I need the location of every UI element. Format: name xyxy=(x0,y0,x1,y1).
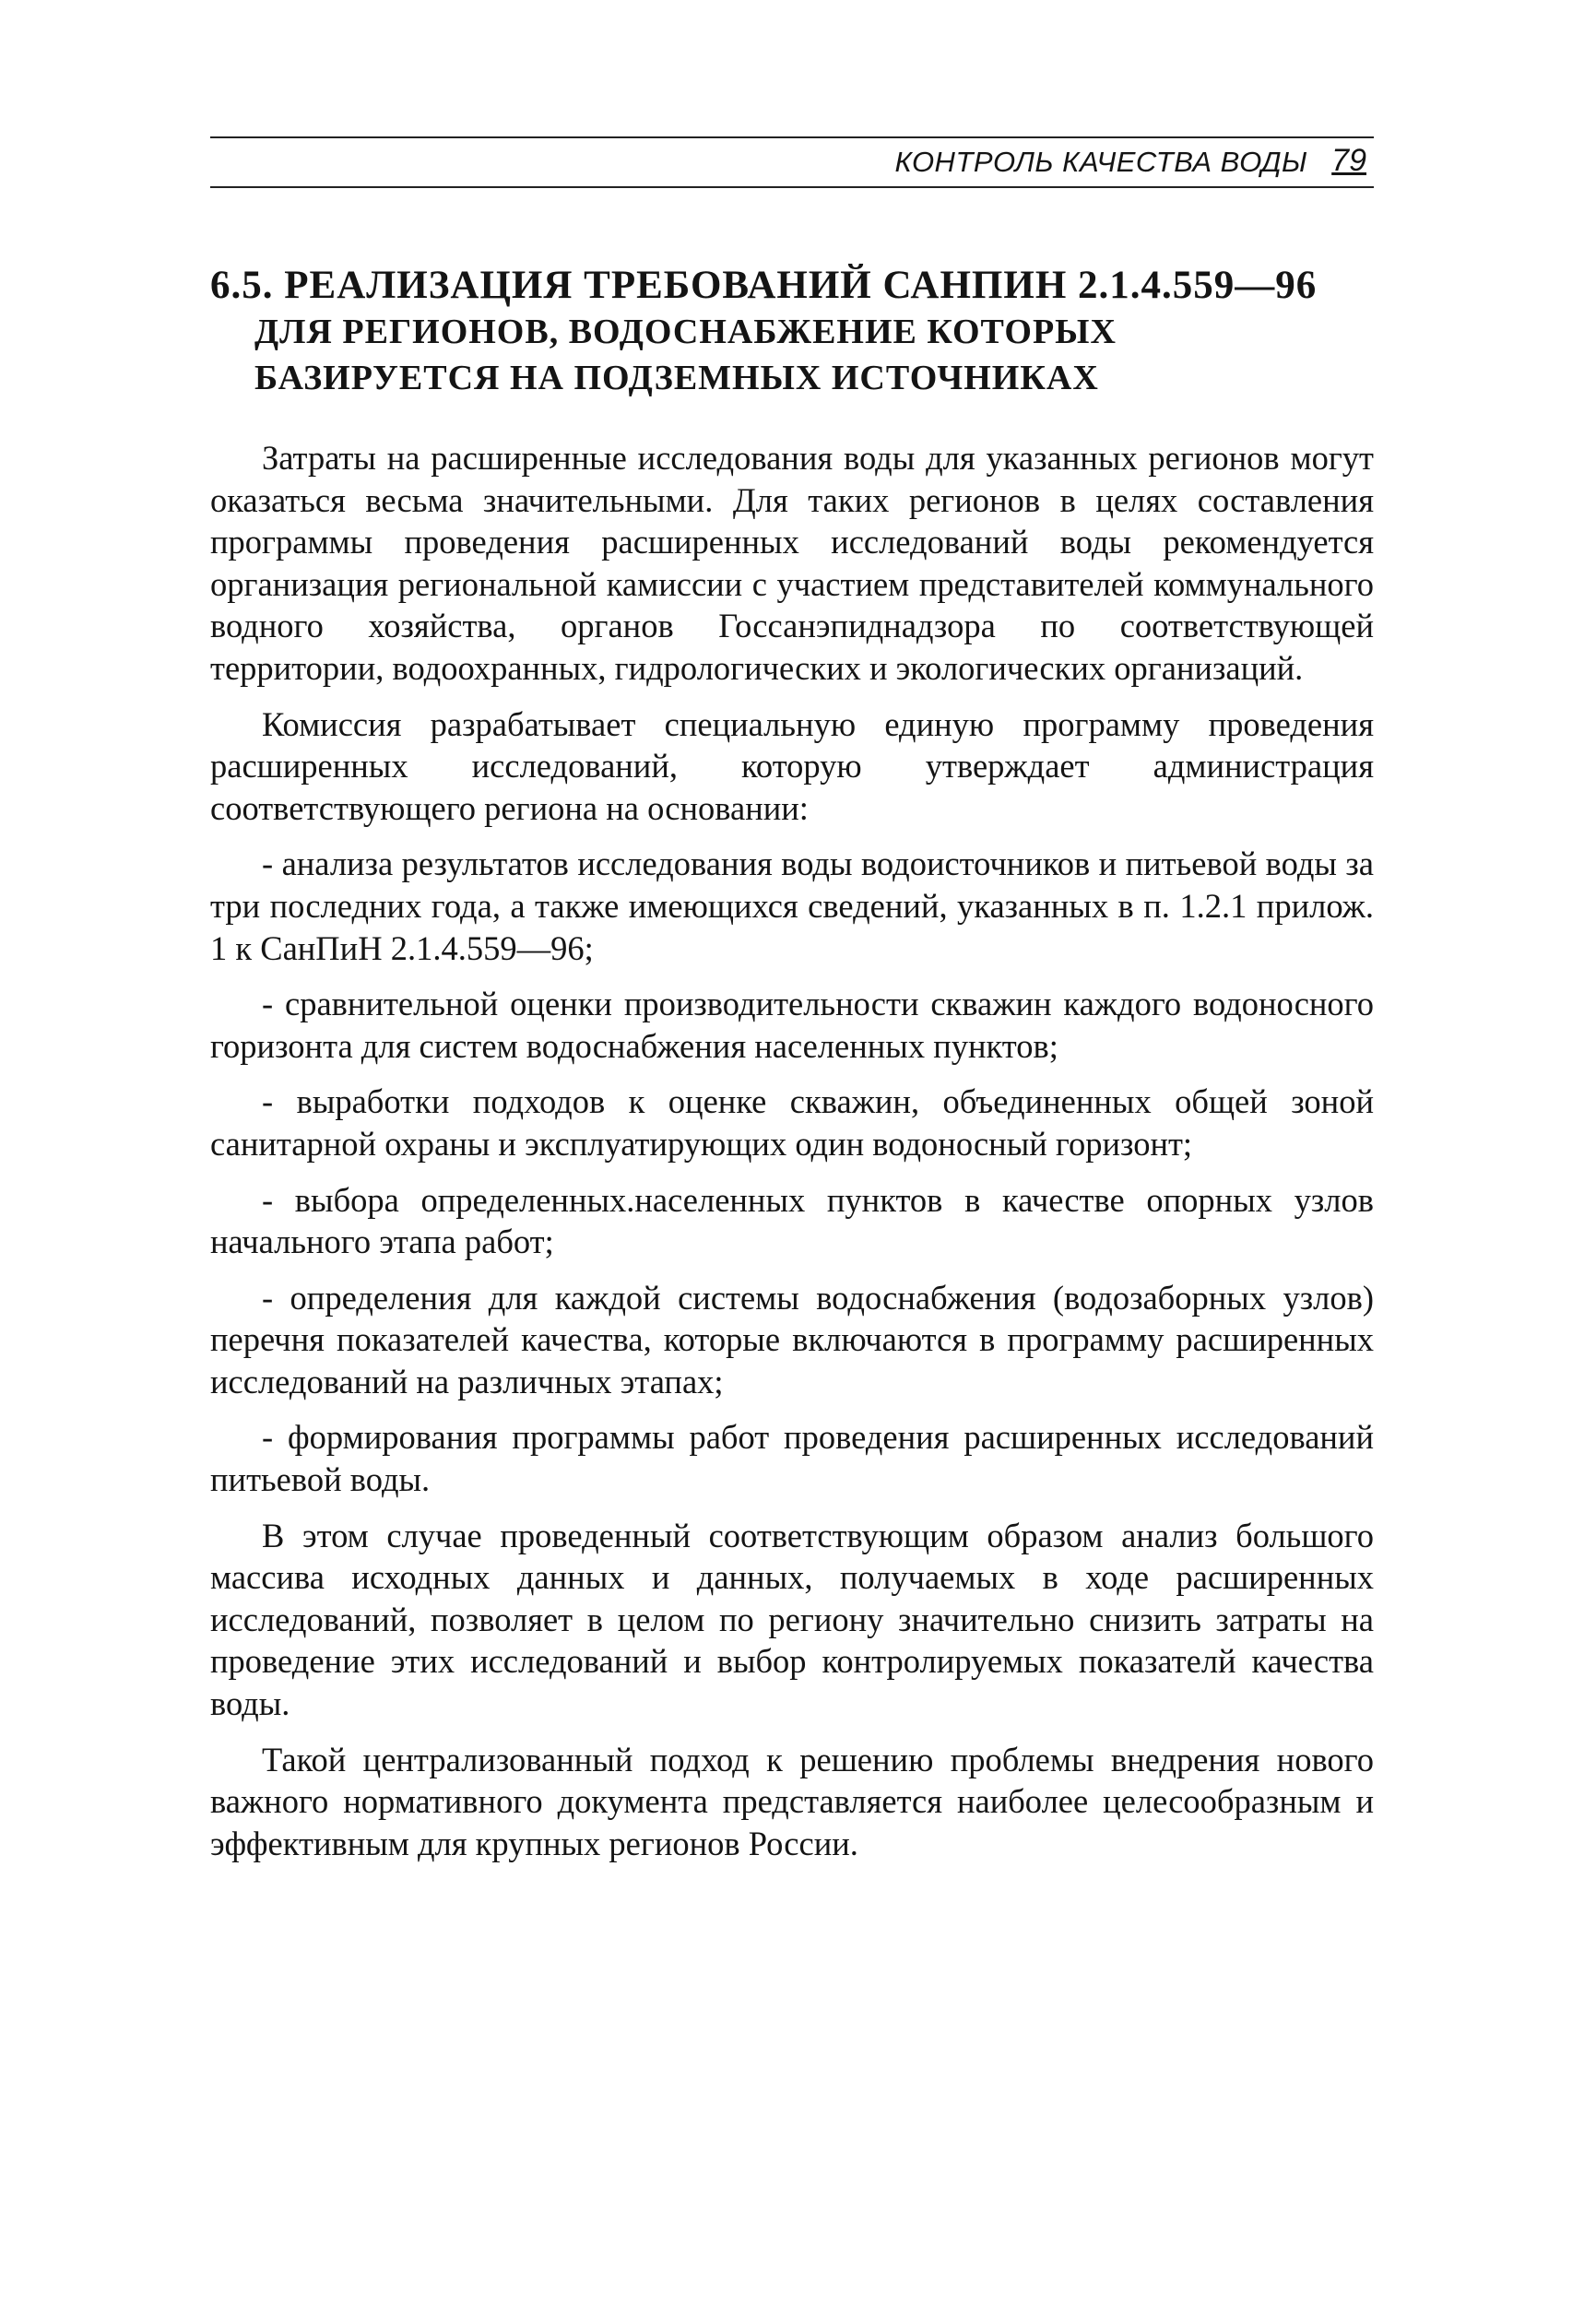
list-item: - выбора определенных.населенных пунктов в качестве опорных узлов начального этапа работ; xyxy=(210,1180,1374,1261)
body-text xyxy=(210,437,1374,1878)
paragraph: В этом случае проведенный соответствующим образом анализ большого массива исходных данных и данных, получаемых в ходе расширенных исследований, позволяет в целом по региону значительно снизить затраты на проведение этих исследований и выбор контролируемых показателй качества воды. xyxy=(210,1516,1374,1723)
list-item: - анализа результатов исследования воды водоисточников и питьевой воды за три последних года, а также имеющихся сведений, указанных в п. 1.2.1 прилож. 1 к СанПиН 2.1.4.559—96; xyxy=(210,845,1374,967)
list-item: - определения для каждой системы водоснабжения (водозаборных узлов) перечня показателей качества, которые включаются в программу расширенных исследований на различных этапах; xyxy=(210,1278,1374,1400)
list-item: - выработки подходов к оценке скважин, объединенных общей зоной санитарной охраны и эксплуатирующих один водоносный горизонт; xyxy=(210,1082,1374,1163)
section-heading xyxy=(210,263,1374,401)
page-number: 79 xyxy=(1331,143,1366,178)
running-header xyxy=(210,136,1374,188)
paragraph: Такой централизованный подход к решению проблемы внедрения нового важного нормативного документа представляется наиболее целесообразным и эффективным для крупных регионов России. xyxy=(210,1740,1374,1862)
paragraph: Затраты на расширенные исследования воды для указанных регионов могут оказаться весьма значительными. Для таких регионов в целях составления программы проведения расширенных исследований воды рекомендуется организация региональной камиссии с участием представителей коммунального водного хозяйства, органов Госсанэпиднадзора по соответствующей территории, водоохранных, гидрологических и экологических организаций. xyxy=(210,439,1374,687)
list-item: - формирования программы работ проведения расширенных исследований питьевой воды. xyxy=(210,1418,1374,1499)
paragraph: Комиссия разрабатывает специальную единую программу проведения расширенных исследований, которую утверждает администрация соответствующего региона на основании: xyxy=(210,704,1374,827)
list-item: - сравнительной оценки производительности скважин каждого водоносного горизонта для систем водоснабжения населенных пунктов; xyxy=(210,985,1374,1065)
section-heading-line: ДЛЯ РЕГИОНОВ, ВОДОСНАБЖЕНИЕ КОТОРЫХ xyxy=(254,313,1117,351)
running-header-title: КОНТРОЛЬ КАЧЕСТВА ВОДЫ xyxy=(894,146,1307,178)
section-heading-line: 6.5. РЕАЛИЗАЦИЯ ТРЕБОВАНИЙ САНПИН 2.1.4.559—96 xyxy=(210,264,1318,307)
section-heading-line: БАЗИРУЕТСЯ НА ПОДЗЕМНЫХ ИСТОЧНИКАХ xyxy=(254,359,1099,397)
